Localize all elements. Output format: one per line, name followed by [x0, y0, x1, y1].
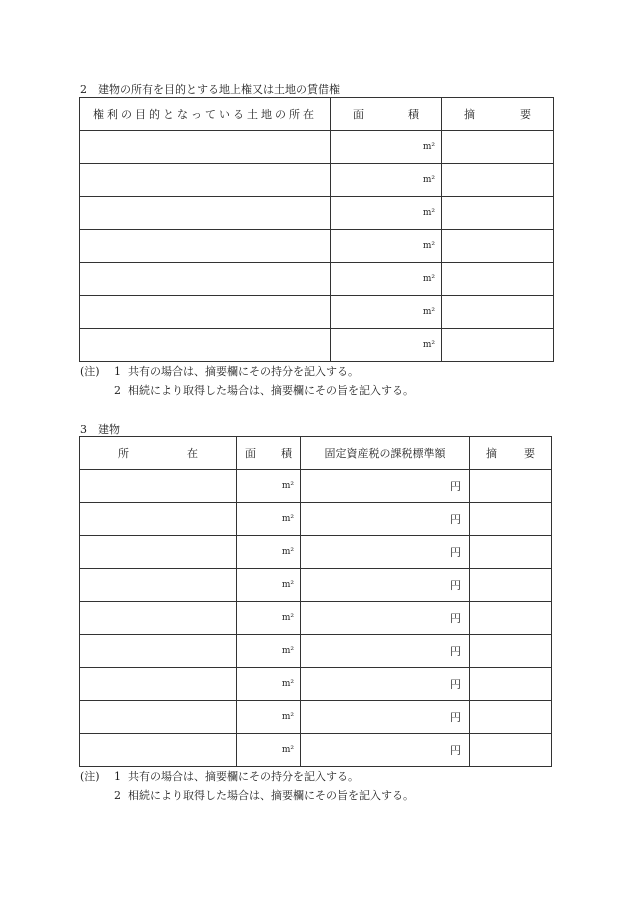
area-cell[interactable] [331, 329, 442, 362]
area-cell[interactable] [331, 197, 442, 230]
tax-base-cell[interactable] [301, 470, 470, 503]
header-area-char-2: 積 [408, 108, 419, 121]
note-text: 相続により取得した場合は、摘要欄にその旨を記入する。 [128, 384, 414, 397]
location-cell[interactable] [80, 569, 237, 602]
summary-cell[interactable] [470, 602, 552, 635]
header-area-char-2: 積 [281, 447, 292, 460]
yen-unit: 円 [450, 513, 461, 526]
table-row [80, 263, 554, 296]
land-location-cell[interactable] [80, 131, 331, 164]
table-header-row [80, 437, 552, 470]
header-location-char-1: 所 [118, 447, 129, 460]
buildings-table [79, 436, 552, 767]
sqm-unit: m² [281, 514, 294, 524]
area-cell[interactable] [237, 701, 301, 734]
header-summary-char-1: 摘 [464, 108, 475, 121]
summary-cell[interactable] [442, 329, 554, 362]
sqm-unit: m² [422, 241, 435, 251]
note-row [80, 786, 414, 805]
summary-cell[interactable] [442, 263, 554, 296]
table-row [80, 131, 554, 164]
table-row [80, 296, 554, 329]
area-cell[interactable] [237, 470, 301, 503]
note-label: (注) [80, 365, 100, 378]
summary-cell[interactable] [470, 470, 552, 503]
header-area-char-1: 面 [245, 447, 256, 460]
table-header-row [80, 98, 554, 131]
tax-base-cell[interactable] [301, 668, 470, 701]
header-summary [470, 437, 552, 470]
sqm-unit: m² [422, 208, 435, 218]
area-cell[interactable] [331, 131, 442, 164]
land-rights-table [79, 97, 554, 362]
sqm-unit: m² [422, 307, 435, 317]
tax-base-cell[interactable] [301, 635, 470, 668]
area-cell[interactable] [331, 164, 442, 197]
table-row [80, 668, 552, 701]
summary-cell[interactable] [442, 164, 554, 197]
note-number: 2 [114, 789, 121, 802]
yen-unit: 円 [450, 645, 461, 658]
header-area [331, 98, 442, 131]
tax-base-cell[interactable] [301, 569, 470, 602]
table-row [80, 470, 552, 503]
location-cell[interactable] [80, 635, 237, 668]
header-location-char-2: 在 [187, 447, 198, 460]
header-area-char-1: 面 [353, 108, 364, 121]
area-cell[interactable] [237, 635, 301, 668]
sqm-unit: m² [281, 481, 294, 491]
area-cell[interactable] [237, 668, 301, 701]
land-location-cell[interactable] [80, 263, 331, 296]
area-cell[interactable] [237, 734, 301, 767]
area-cell[interactable] [331, 296, 442, 329]
section3-heading: 3 建物 [80, 423, 120, 436]
yen-unit: 円 [450, 480, 461, 493]
yen-unit: 円 [450, 579, 461, 592]
area-cell[interactable] [237, 569, 301, 602]
sqm-unit: m² [281, 712, 294, 722]
section2-notes [80, 362, 414, 400]
area-cell[interactable] [237, 536, 301, 569]
location-cell[interactable] [80, 536, 237, 569]
sqm-unit: m² [281, 745, 294, 755]
header-tax-base-label: 固定資産税の課税標準額 [324, 447, 446, 460]
header-summary [442, 98, 554, 131]
table-row [80, 602, 552, 635]
note-label: (注) [80, 770, 100, 783]
table-row [80, 164, 554, 197]
note-text: 相続により取得した場合は、摘要欄にその旨を記入する。 [128, 789, 414, 802]
sqm-unit: m² [281, 646, 294, 656]
header-summary-char-2: 要 [524, 447, 535, 460]
table-row [80, 536, 552, 569]
yen-unit: 円 [450, 744, 461, 757]
note-number: 2 [114, 384, 121, 397]
summary-cell[interactable] [470, 734, 552, 767]
summary-cell[interactable] [442, 131, 554, 164]
location-cell[interactable] [80, 503, 237, 536]
yen-unit: 円 [450, 612, 461, 625]
summary-cell[interactable] [442, 230, 554, 263]
yen-unit: 円 [450, 711, 461, 724]
area-cell[interactable] [237, 503, 301, 536]
table-row [80, 503, 552, 536]
note-row [80, 767, 414, 786]
location-cell[interactable] [80, 602, 237, 635]
note-number: 1 [114, 365, 121, 378]
header-summary-char-2: 要 [520, 108, 531, 121]
note-row [80, 362, 414, 381]
sqm-unit: m² [281, 547, 294, 557]
yen-unit: 円 [450, 546, 461, 559]
sqm-unit: m² [422, 142, 435, 152]
summary-cell[interactable] [470, 701, 552, 734]
summary-cell[interactable] [470, 569, 552, 602]
note-text: 共有の場合は、摘要欄にその持分を記入する。 [128, 365, 359, 378]
table-row [80, 197, 554, 230]
land-location-cell[interactable] [80, 164, 331, 197]
sqm-unit: m² [281, 613, 294, 623]
summary-cell[interactable] [470, 668, 552, 701]
summary-cell[interactable] [470, 635, 552, 668]
section3-notes [80, 767, 414, 805]
sqm-unit: m² [422, 274, 435, 284]
note-number: 1 [114, 770, 121, 783]
header-location [80, 437, 237, 470]
note-text: 共有の場合は、摘要欄にその持分を記入する。 [128, 770, 359, 783]
area-cell[interactable] [237, 602, 301, 635]
location-cell[interactable] [80, 470, 237, 503]
table-row [80, 329, 554, 362]
land-location-cell[interactable] [80, 197, 331, 230]
sqm-unit: m² [281, 679, 294, 689]
table-row [80, 635, 552, 668]
summary-cell[interactable] [470, 503, 552, 536]
summary-cell[interactable] [470, 536, 552, 569]
table-row [80, 734, 552, 767]
section2-heading: 2 建物の所有を目的とする地上権又は土地の賃借権 [80, 83, 340, 96]
land-location-cell[interactable] [80, 230, 331, 263]
table-row [80, 701, 552, 734]
area-cell[interactable] [331, 230, 442, 263]
sqm-unit: m² [422, 340, 435, 350]
tax-base-cell[interactable] [301, 701, 470, 734]
header-summary-char-1: 摘 [486, 447, 497, 460]
note-row [80, 381, 414, 400]
table-row [80, 230, 554, 263]
table-row [80, 569, 552, 602]
location-cell[interactable] [80, 668, 237, 701]
location-cell[interactable] [80, 734, 237, 767]
header-land-location-label: 権利の目的となっている土地の所在 [93, 108, 317, 121]
land-location-cell[interactable] [80, 296, 331, 329]
header-tax-base [301, 437, 470, 470]
header-area [237, 437, 301, 470]
sqm-unit: m² [281, 580, 294, 590]
yen-unit: 円 [450, 678, 461, 691]
tax-base-cell[interactable] [301, 536, 470, 569]
land-location-cell[interactable] [80, 329, 331, 362]
summary-cell[interactable] [442, 197, 554, 230]
header-land-location [80, 98, 331, 131]
area-cell[interactable] [331, 263, 442, 296]
location-cell[interactable] [80, 701, 237, 734]
tax-base-cell[interactable] [301, 602, 470, 635]
sqm-unit: m² [422, 175, 435, 185]
summary-cell[interactable] [442, 296, 554, 329]
tax-base-cell[interactable] [301, 503, 470, 536]
tax-base-cell[interactable] [301, 734, 470, 767]
